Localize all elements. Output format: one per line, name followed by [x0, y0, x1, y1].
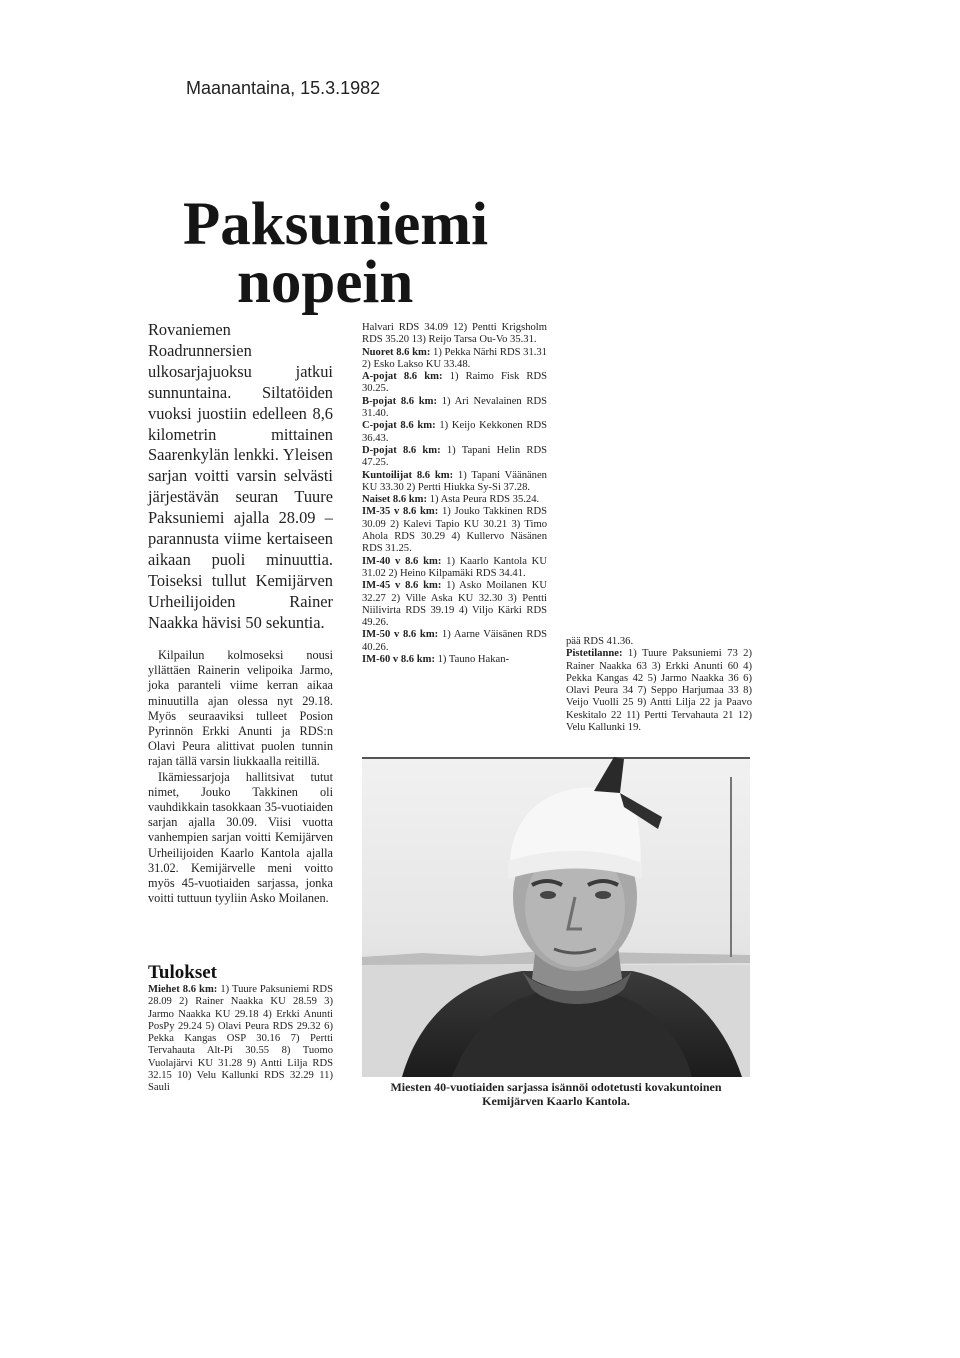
result-label: Nuoret 8.6 km: [362, 346, 431, 358]
result-text: pää RDS 41.36. [566, 636, 634, 647]
result-entry [362, 629, 547, 654]
result-text: 1) Tuure Paksuniemi RDS 28.09 2) Rainer Naakka KU 28.59 3) Jarmo Naakka KU 29.18 4) Erkki Anunti PosPy 29.24 5) Olavi Peura RDS 29.32 6) Pekka Kangas OSP 30.16 7) Pertti Tervahauta Alt-Pi 30.55 8) Tuomo Vuolajärvi KU 31.28 9) Antti Lilja RDS 32.15 10) Velu Kallunki RDS 32.29 11) Sauli [148, 984, 333, 1094]
result-text: 1) Tauno Hakan- [434, 654, 510, 666]
result-label: Miehet 8.6 km: [148, 984, 218, 995]
result-label: IM-60 v 8.6 km: [362, 654, 435, 666]
result-text: 1) Tapani Väänänen KU 33.30 2) Pertti Hiukka Sy-Si 37.28. [362, 469, 547, 493]
result-text: 1) Aarne Väisänen RDS 40.26. [362, 629, 548, 653]
result-label: IM-50 v 8.6 km: [362, 629, 439, 641]
result-entry [566, 648, 752, 734]
body-paragraph: Kilpailun kolmoseksi nousi yllättäen Rainerin velipoika Jarmo, joka paranteli viime kerran aikaa minuutilla ajan olessa nyt 29.18. Myös seuraaviksi tulleet Posion Pyrinnön Erkki Anunti ja RDS:n Olavi Peura alittivat puolen tunnin rajan tällä varsin liukkaalla reitillä. [148, 648, 333, 769]
result-label: A-pojat 8.6 km: [362, 371, 443, 383]
result-text: 1) Asta Peura RDS 35.24. [427, 494, 540, 506]
result-text: 1) Jouko Takkinen RDS 30.09 2) Kalevi Tapio KU 30.21 3) Timo Ahola RDS 30.29 4) Kullervo Näsänen RDS 31.25. [362, 506, 547, 555]
result-entry [362, 445, 547, 470]
article-body [148, 648, 333, 906]
results-column-1 [148, 984, 333, 1095]
result-label: IM-40 v 8.6 km: [362, 555, 442, 567]
result-entry [362, 347, 547, 372]
results-heading: Tulokset [148, 962, 217, 983]
result-entry [362, 494, 547, 506]
result-entry [362, 322, 547, 347]
result-entry [362, 580, 547, 629]
result-label: IM-35 v 8.6 km: [362, 506, 439, 518]
result-text: 1) Kaarlo Kantola KU 31.02 2) Heino Kilpamäki RDS 34.41. [362, 555, 547, 579]
result-text: 1) Ari Nevalainen RDS 31.40. [362, 395, 547, 420]
headline-line-2: nopein [237, 249, 414, 316]
photo-caption: Miesten 40-vuotiaiden sarjassa isännöi odotetusti kovakuntoinen Kemijärven Kaarlo Kantola. [390, 1080, 722, 1108]
headline-line-1: Paksuniemi [183, 191, 489, 258]
result-label: Naiset 8.6 km: [362, 494, 428, 506]
result-label: IM-45 v 8.6 km: [362, 580, 442, 592]
result-entry [362, 556, 547, 581]
result-text: 1) Tuure Paksuniemi 73 2) Rainer Naakka 63 3) Erkki Anunti 60 4) Pekka Kangas 42 5) Jarmo Naakka 36 6) Olavi Peura 34 7) Seppo Harjumaa 33 8) Veijo Vuolli 25 9) Antti Lilja 22 ja Paavo Keskitalo 22 11) Pertti Tervahauta 21 12) Velu Kallunki 19. [566, 648, 752, 734]
results-column-2 [362, 322, 547, 666]
lead-paragraph: Rovaniemen Roadrunnersien ulkosarjajuoksu jatkui sunnuntaina. Siltatöiden vuoksi juostiin edelleen 8,6 kilometrin mittainen Saarenkylän lenkki. Yleisen sarjan voitti varsin selvästi järjestävän seuran Tuure Paksuniemi ajalla 28.09 – parannusta viime kertaiseen aikaan puoli minuuttia. Toiseksi tullut Kemijärven Urheilijoiden Rainer Naakka hävisi 50 sekuntia. [148, 320, 333, 632]
publication-date: Maanantaina, 15.3.1982 [186, 78, 381, 98]
result-entry [362, 506, 547, 555]
result-entry [362, 654, 547, 666]
result-text: 1) Asko Moilanen KU 32.27 2) Ville Aska KU 32.30 3) Pentti Niilivirta RDS 39.19 4) Viljo Kärki RDS 49.26. [362, 580, 547, 629]
runner-photo [362, 757, 750, 1077]
result-entry [362, 470, 547, 495]
result-text: 1) Pekka Närhi RDS 31.31 2) Esko Lakso KU 33.48. [362, 346, 547, 370]
result-entry [566, 636, 752, 648]
result-entry [362, 420, 547, 445]
result-label: C-pojat 8.6 km: [362, 420, 436, 432]
result-text: 1) Keijo Kekkonen RDS 36.43. [362, 420, 547, 444]
result-label: D-pojat 8.6 km: [362, 444, 441, 456]
result-entry [362, 371, 547, 396]
result-text: 1) Tapani Helin RDS 47.25. [362, 444, 547, 469]
result-text: 1) Raimo Fisk RDS 30.25. [362, 371, 547, 395]
body-paragraph: Ikämiessarjoja hallitsivat tutut nimet, Jouko Takkinen oli vauhdikkain tasokkaan 35-vuotiaiden sarjan ajalla 30.09. Viisi vuotta vanhempien sarjan voitti Kemijärven Urheilijoiden Kaarlo Kantola ajalla 31.02. Kemijärvelle meni voitto myös 45-vuotiaiden sarjassa, jonka voitti tuttuun tyyliin Asko Moilanen. [148, 769, 333, 906]
result-label: B-pojat 8.6 km: [362, 395, 438, 407]
result-entry [362, 396, 547, 421]
result-entry [148, 984, 333, 1095]
result-text: Halvari RDS 34.09 12) Pentti Krigsholm RDS 35.20 13) Reijo Tarsa Ou-Vo 35.31. [362, 322, 547, 346]
results-column-3 [566, 636, 752, 734]
result-label: Pistetilanne: [566, 648, 623, 660]
result-label: Kuntoilijat 8.6 km: [362, 469, 454, 481]
